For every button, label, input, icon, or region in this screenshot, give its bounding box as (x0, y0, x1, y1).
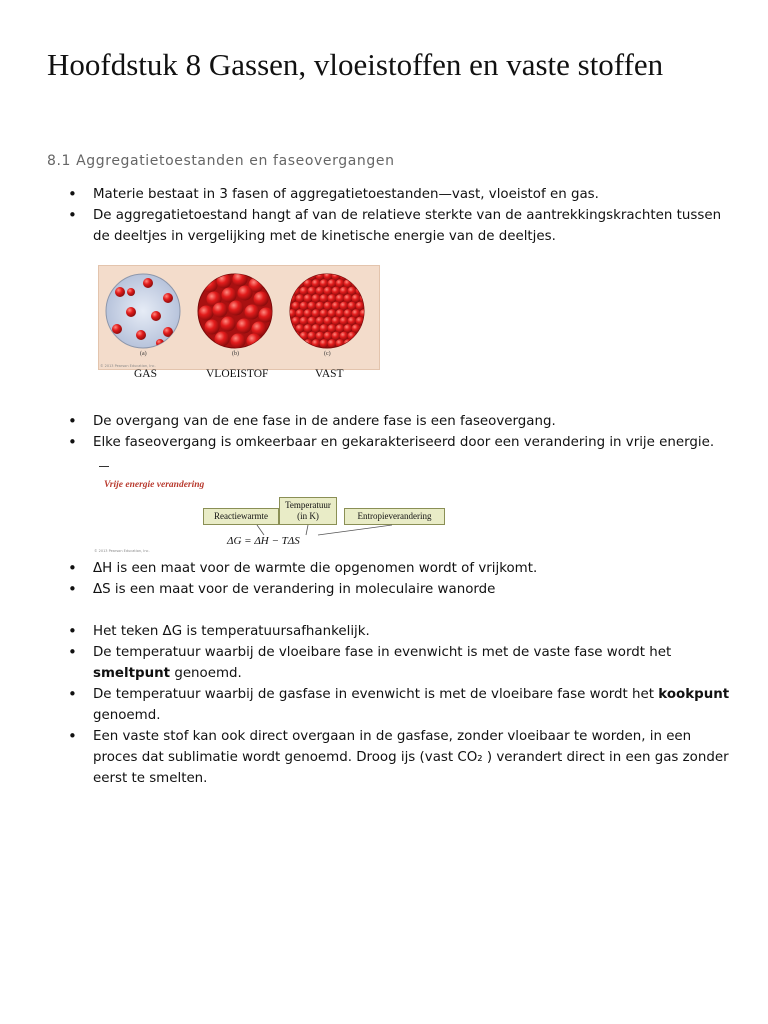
list-item: • Elke faseovergang is omkeerbaar en gekarakteriseerd door een verandering in vrije energie. (68, 432, 738, 453)
list-item: • De overgang van de ene fase in de andere fase is een faseovergang. (68, 411, 738, 432)
list-item (68, 684, 738, 726)
figure-copyright: © 2013 Pearson Education, Inc. (94, 549, 150, 553)
box-entropy-change: Entropieverandering (344, 508, 445, 525)
states-of-matter-figure (98, 265, 378, 383)
caption-gas: GAS (134, 368, 158, 380)
caption-solid: VAST (315, 368, 344, 380)
sublabel-c: (c) (324, 351, 331, 357)
list-item: • Materie bestaat in 3 fasen of aggregatietoestanden—vast, vloeistof en gas. (68, 184, 738, 205)
list-item: • ΔS is een maat voor de verandering in moleculaire wanorde (68, 579, 738, 600)
list-item: • ΔH is een maat voor de warmte die opgenomen wordt of vrijkomt. (68, 558, 738, 579)
figure-copyright: © 2013 Pearson Education, Inc. (100, 364, 156, 368)
term-kookpunt: kookpunt (658, 687, 730, 702)
box-temperature: Temperatuur (in K) (279, 497, 337, 525)
sublabel-a: (a) (140, 351, 147, 357)
list-item: • Het teken ΔG is temperatuursafhankelijk. (68, 621, 738, 642)
gibbs-formula: ΔG = ΔH − TΔS (227, 535, 300, 547)
figure-heading: Vrije energie verandering (104, 480, 205, 490)
page-title: Hoofdstuk 8 Gassen, vloeistoffen en vaste stoffen (47, 47, 664, 82)
text-run: genoemd. (93, 708, 161, 723)
bullet-list-intro (68, 184, 738, 247)
list-item (68, 642, 738, 684)
text-run: De temperatuur waarbij de gasfase in evenwicht is met de vloeibare fase wordt het (93, 687, 659, 702)
sublabel-b: (b) (232, 351, 239, 357)
list-item: • De aggregatietoestand hangt af van de relatieve sterkte van de aantrekkingskrachten tussen de deeltjes in vergelijking met de kinetische energie van de deeltjes. (68, 205, 738, 247)
bullet-list-phase-transitions (68, 411, 738, 453)
text-run: De temperatuur waarbij de vloeibare fase in evenwicht is met de vaste fase wordt het (93, 645, 672, 660)
box-reaction-heat: Reactiewarmte (203, 508, 279, 525)
term-smeltpunt: smeltpunt (93, 666, 171, 681)
text-run: genoemd. (170, 666, 242, 681)
list-item: • Een vaste stof kan ook direct overgaan in de gasfase, zonder vloeibaar te worden, in een proces dat sublimatie wordt genoemd. Droog ijs (vast CO₂ ) verandert direct in een gas zonder eerst te smelten. (68, 726, 738, 789)
gibbs-free-energy-figure (92, 463, 452, 555)
section-heading: 8.1 Aggregatietoestanden en faseovergangen (47, 153, 395, 169)
caption-liquid: VLOEISTOF (206, 368, 269, 380)
bullet-list-temperature (68, 621, 738, 789)
bullet-list-enthalpy-entropy (68, 558, 738, 600)
